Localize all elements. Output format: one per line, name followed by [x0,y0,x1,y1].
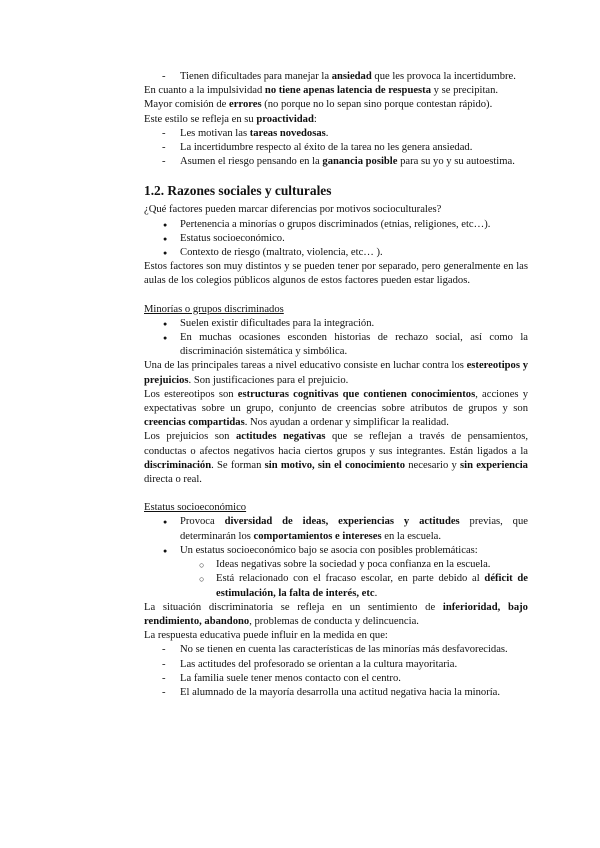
paragraph: La situación discriminatoria se refleja en un sentimiento de inferioridad, bajo rendimiento, abandono, problemas de conducta y delincuencia. [144,601,528,627]
list-item: - La incertidumbre respecto al éxito de la tarea no les genera ansiedad. [144,141,528,155]
paragraph: Los prejuicios son actitudes negativas que se reflejan a través de pensamientos, conductas o afectos negativos hacia ciertos grupos y sus integrantes. Están ligados a la discriminación. Se forman sin motivo, sin el conocimiento necesario y sin experiencia directa o real. [144,431,528,486]
subsection-heading: Minorías o grupos discriminados [144,303,284,315]
section-heading: 1.2. Razones sociales y culturales [144,183,332,199]
list-item: - Tienen dificultades para manejar la ansiedad que les provoca la incertidumbre. [144,70,528,84]
list-item: - Les motivan las tareas novedosas. [144,127,528,141]
list-item: ● En muchas ocasiones esconden historias de rechazo social, así como la discriminación sistemática y simbólica. [144,331,528,359]
list-item: - La familia suele tener menos contacto con el centro. [144,672,528,686]
paragraph: ¿Qué factores pueden marcar diferencias por motivos socioculturales? [144,204,442,216]
list-item: - No se tienen en cuenta las características de las minorías más desfavorecidas. [144,643,528,657]
paragraph: Una de las principales tareas a nivel educativo consiste en luchar contra los estereotipos y prejuicios. Son justificaciones para el prejuicio. [144,360,528,386]
paragraph: Este estilo se refleja en su proactividad: [144,113,317,125]
sub-list-item: ○ Ideas negativas sobre la sociedad y poca confianza en la escuela. [144,558,528,572]
list-item: ● Suelen existir dificultades para la integración. [144,317,528,331]
list-item: ● Provoca diversidad de ideas, experiencias y actitudes previas, que determinarán los comportamientos e intereses en la escuela. [144,515,528,543]
list-item: ● Pertenencia a minorías o grupos discriminados (etnias, religiones, etc…). [144,218,528,232]
paragraph: Mayor comisión de errores (no porque no lo sepan sino porque contestan rápido). [144,99,493,111]
list-item: - Las actitudes del profesorado se orientan a la cultura mayoritaria. [144,658,528,672]
list-item: ● Un estatus socioeconómico bajo se asocia con posibles problemáticas: [144,544,528,558]
list-item: - El alumnado de la mayoría desarrolla una actitud negativa hacia la minoría. [144,686,528,700]
subsection-heading: Estatus socioeconómico [144,502,247,514]
list-item: ● Contexto de riesgo (maltrato, violencia, etc… ). [144,246,528,260]
page-content [144,70,528,700]
list-item: ● Estatus socioeconómico. [144,232,528,246]
paragraph: Estos factores son muy distintos y se pueden tener por separado, pero generalmente en las aulas de los colegios públicos algunos de estos factores pueden estar ligados. [144,261,528,287]
list-item: - Asumen el riesgo pensando en la ganancia posible para su yo y su autoestima. [144,155,528,169]
paragraph: En cuanto a la impulsividad no tiene apenas latencia de respuesta y se precipitan. [144,85,499,97]
sub-list-item: ○ Está relacionado con el fracaso escolar, en parte debido al déficit de estimulación, la falta de interés, etc. [144,572,528,600]
paragraph: Los estereotipos son estructuras cognitivas que contienen conocimientos, acciones y expectativas sobre un grupo, conjunto de creencias sobre atributos de grupos y son creencias compartidas. Nos ayudan a ordenar y simplificar la realidad. [144,388,529,429]
paragraph: La respuesta educativa puede influir en la medida en que: [144,630,388,642]
